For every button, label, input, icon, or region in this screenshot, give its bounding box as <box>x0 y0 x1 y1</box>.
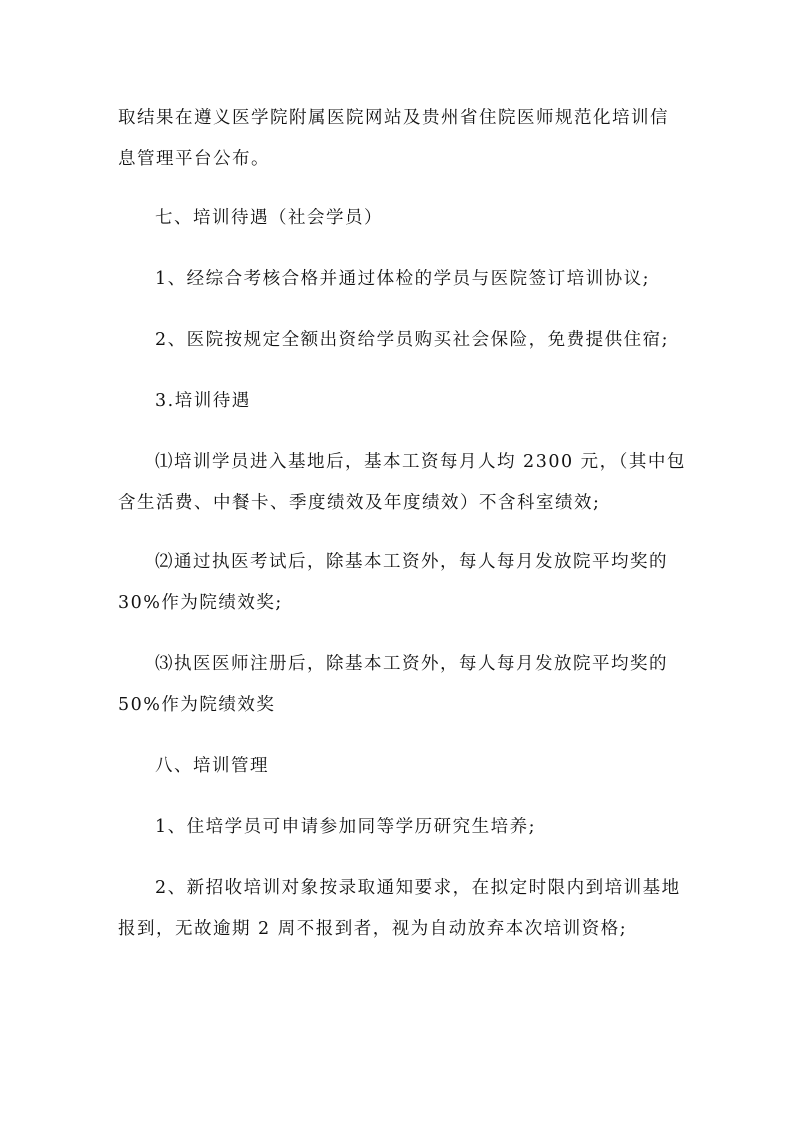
list-item: 2、新招收培训对象按录取通知要求，在拟定时限内到培训基地 <box>155 878 681 898</box>
subheading: 3.培训待遇 <box>155 391 251 411</box>
paragraph-line: 息管理平台公布。 <box>118 149 270 169</box>
paragraph-line: 30%作为院绩效奖; <box>118 593 283 613</box>
list-item: 2、医院按规定全额出资给学员购买社会保险，免费提供住宿; <box>155 330 670 350</box>
section-heading-7: 七、培训待遇（社会学员） <box>155 208 383 228</box>
paragraph-line: 50%作为院绩效奖 <box>118 695 276 715</box>
paragraph-line: 取结果在遵义医学院附属医院网站及贵州省住院医师规范化培训信 <box>118 108 669 128</box>
list-item: 1、住培学员可申请参加同等学历研究生培养; <box>155 817 537 837</box>
list-item: ⑶执医医师注册后，除基本工资外，每人每月发放院平均奖的 <box>155 654 668 674</box>
list-item: ⑵通过执医考试后，除基本工资外，每人每月发放院平均奖的 <box>155 552 668 572</box>
paragraph-line: 报到，无故逾期 2 周不报到者，视为自动放弃本次培训资格; <box>118 919 628 939</box>
list-item: 1、经综合考核合格并通过体检的学员与医院签订培训协议; <box>155 269 651 289</box>
list-item: ⑴培训学员进入基地后，基本工资每月人均 2300 元，（其中包 <box>155 452 686 472</box>
paragraph-line: 含生活费、中餐卡、季度绩效及年度绩效）不含科室绩效; <box>118 493 601 513</box>
section-heading-8: 八、培训管理 <box>155 756 269 776</box>
